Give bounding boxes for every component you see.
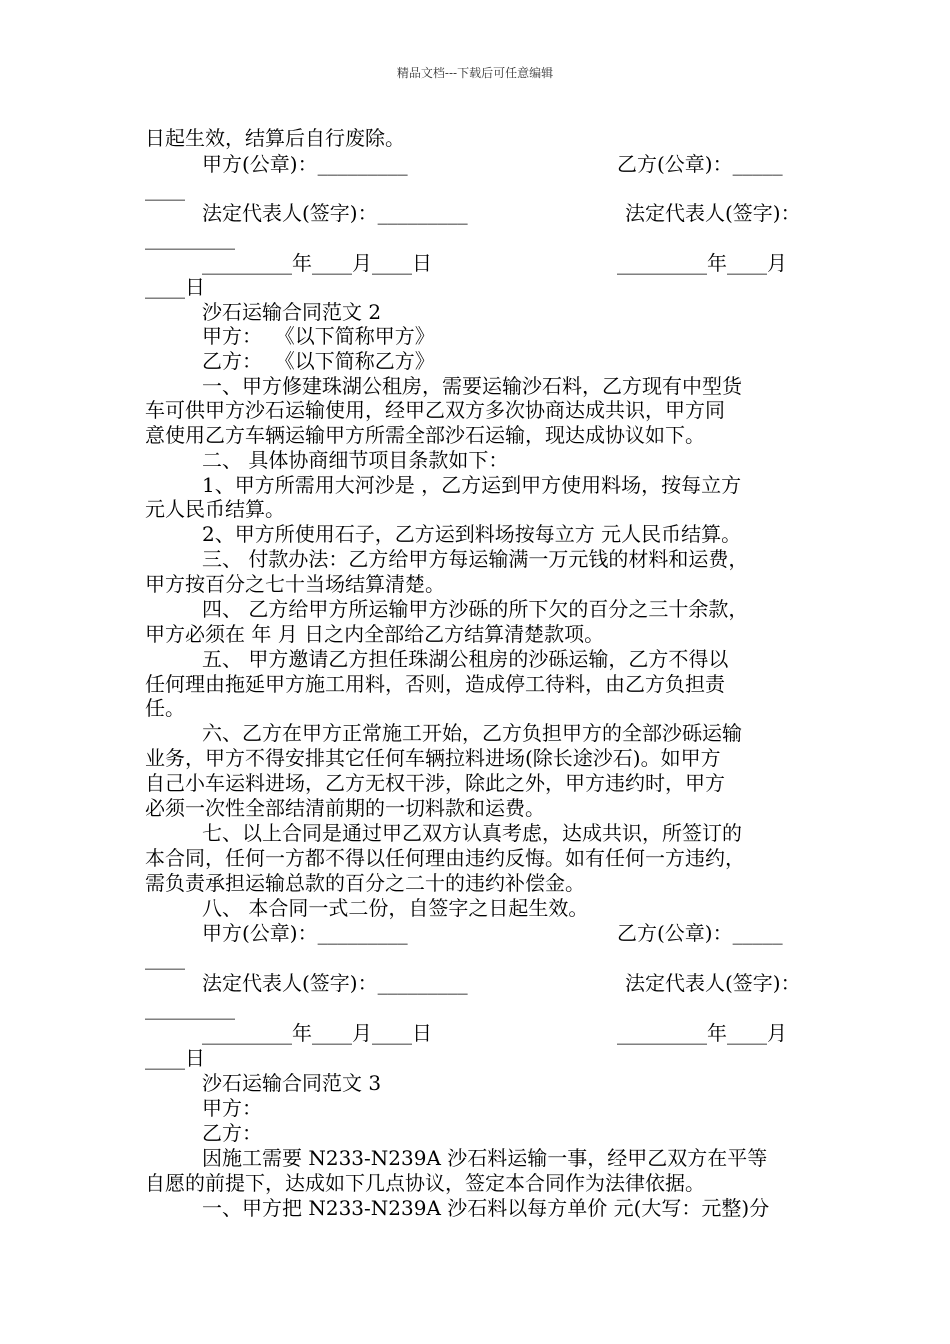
text-line: 法定代表人(签字)： (625, 201, 801, 225)
text-line: 法定代表人(签字)：_________ (202, 971, 468, 995)
text-line: ____日 (145, 275, 205, 299)
text-line: 元人民币结算。 (145, 497, 285, 521)
text-line: 甲方： 《以下简称甲方》 (202, 324, 435, 348)
section-title: 沙石运输合同范文 2 (202, 300, 382, 324)
text-line: 甲方按百分之七十当场结算清楚。 (145, 572, 445, 596)
text-line: 自愿的前提下，达成如下几点协议，签定本合同作为法律依据。 (145, 1171, 705, 1195)
text-line: 六、乙方在甲方正常施工开始，乙方负担甲方的全部沙砾运输 (202, 721, 742, 745)
text-line: _________年____月 (617, 1021, 787, 1045)
text-line: 乙方(公章)：_____ (617, 152, 783, 176)
text-line: 甲方必须在 年 月 日之内全部给乙方结算清楚款项。 (145, 622, 605, 646)
text-line: 意使用乙方车辆运输甲方所需全部沙石运输，现达成协议如下。 (145, 423, 705, 447)
text-line: ____日 (145, 1046, 205, 1070)
text-line: _________ (145, 996, 235, 1020)
text-line: 四、 乙方给甲方所运输甲方沙砾的所下欠的百分之三十余款， (202, 597, 749, 621)
text-line: 一、甲方修建珠湖公租房，需要运输沙石料，乙方现有中型货 (202, 374, 742, 398)
text-line: ____ (145, 177, 185, 201)
text-line: 因施工需要 N233-N239A 沙石料运输一事，经甲乙双方在平等 (202, 1146, 768, 1170)
text-line: 本合同，任何一方都不得以任何理由违约反悔。如有任何一方违约， (145, 846, 745, 870)
text-line: 甲方(公章)：_________ (202, 921, 408, 945)
text-line: 乙方(公章)：_____ (617, 921, 783, 945)
text-line: _________年____月____日 (202, 1021, 432, 1045)
text-line: _________年____月____日 (202, 251, 432, 275)
text-line: _________ (145, 226, 235, 250)
text-line: 五、 甲方邀请乙方担任珠湖公租房的沙砾运输，乙方不得以 (202, 647, 729, 671)
text-line: 必须一次性全部结清前期的一切料款和运费。 (145, 796, 545, 820)
text-line: 需负责承担运输总款的百分之二十的违约补偿金。 (145, 871, 585, 895)
text-line: 1、甲方所需用大河沙是 ，乙方运到甲方使用料场，按每立方 (202, 473, 742, 497)
text-line: 七、以上合同是通过甲乙双方认真考虑，达成共识，所签订的 (202, 821, 742, 845)
text-line: 二、 具体协商细节项目条款如下： (202, 448, 509, 472)
text-line: 自己小车运料进场，乙方无权干涉，除此之外，甲方违约时，甲方 (145, 771, 725, 795)
text-line: 八、 本合同一式二份，自签字之日起生效。 (202, 896, 589, 920)
text-line: 乙方： (202, 1121, 262, 1145)
text-line: 车可供甲方沙石运输使用，经甲乙双方多次协商达成共识，甲方同 (145, 398, 725, 422)
text-line: 任何理由拖延甲方施工用料，否则，造成停工待料，由乙方负担责 (145, 672, 725, 696)
text-line: 任。 (145, 696, 185, 720)
page-header: 精品文档---下载后可任意编辑 (396, 66, 554, 80)
text-line: _________年____月 (617, 251, 787, 275)
text-line: ____ (145, 946, 185, 970)
text-line: 三、 付款办法：乙方给甲方每运输满一万元钱的材料和运费， (202, 547, 749, 571)
text-line: 日起生效，结算后自行废除。 (145, 126, 405, 150)
text-line: 甲方(公章)：_________ (202, 152, 408, 176)
text-line: 甲方： (202, 1096, 262, 1120)
text-line: 2、甲方所使用石子，乙方运到料场按每立方 元人民币结算。 (202, 522, 742, 546)
text-line: 乙方： 《以下简称乙方》 (202, 349, 435, 373)
text-line: 法定代表人(签字)： (625, 971, 801, 995)
text-line: 业务，甲方不得安排其它任何车辆拉料进场(除长途沙石)。如甲方 (145, 746, 721, 770)
section-title: 沙石运输合同范文 3 (202, 1071, 382, 1095)
text-line: 一、甲方把 N233-N239A 沙石料以每方单价 元(大写：元整)分 (202, 1196, 770, 1220)
text-line: 法定代表人(签字)：_________ (202, 201, 468, 225)
